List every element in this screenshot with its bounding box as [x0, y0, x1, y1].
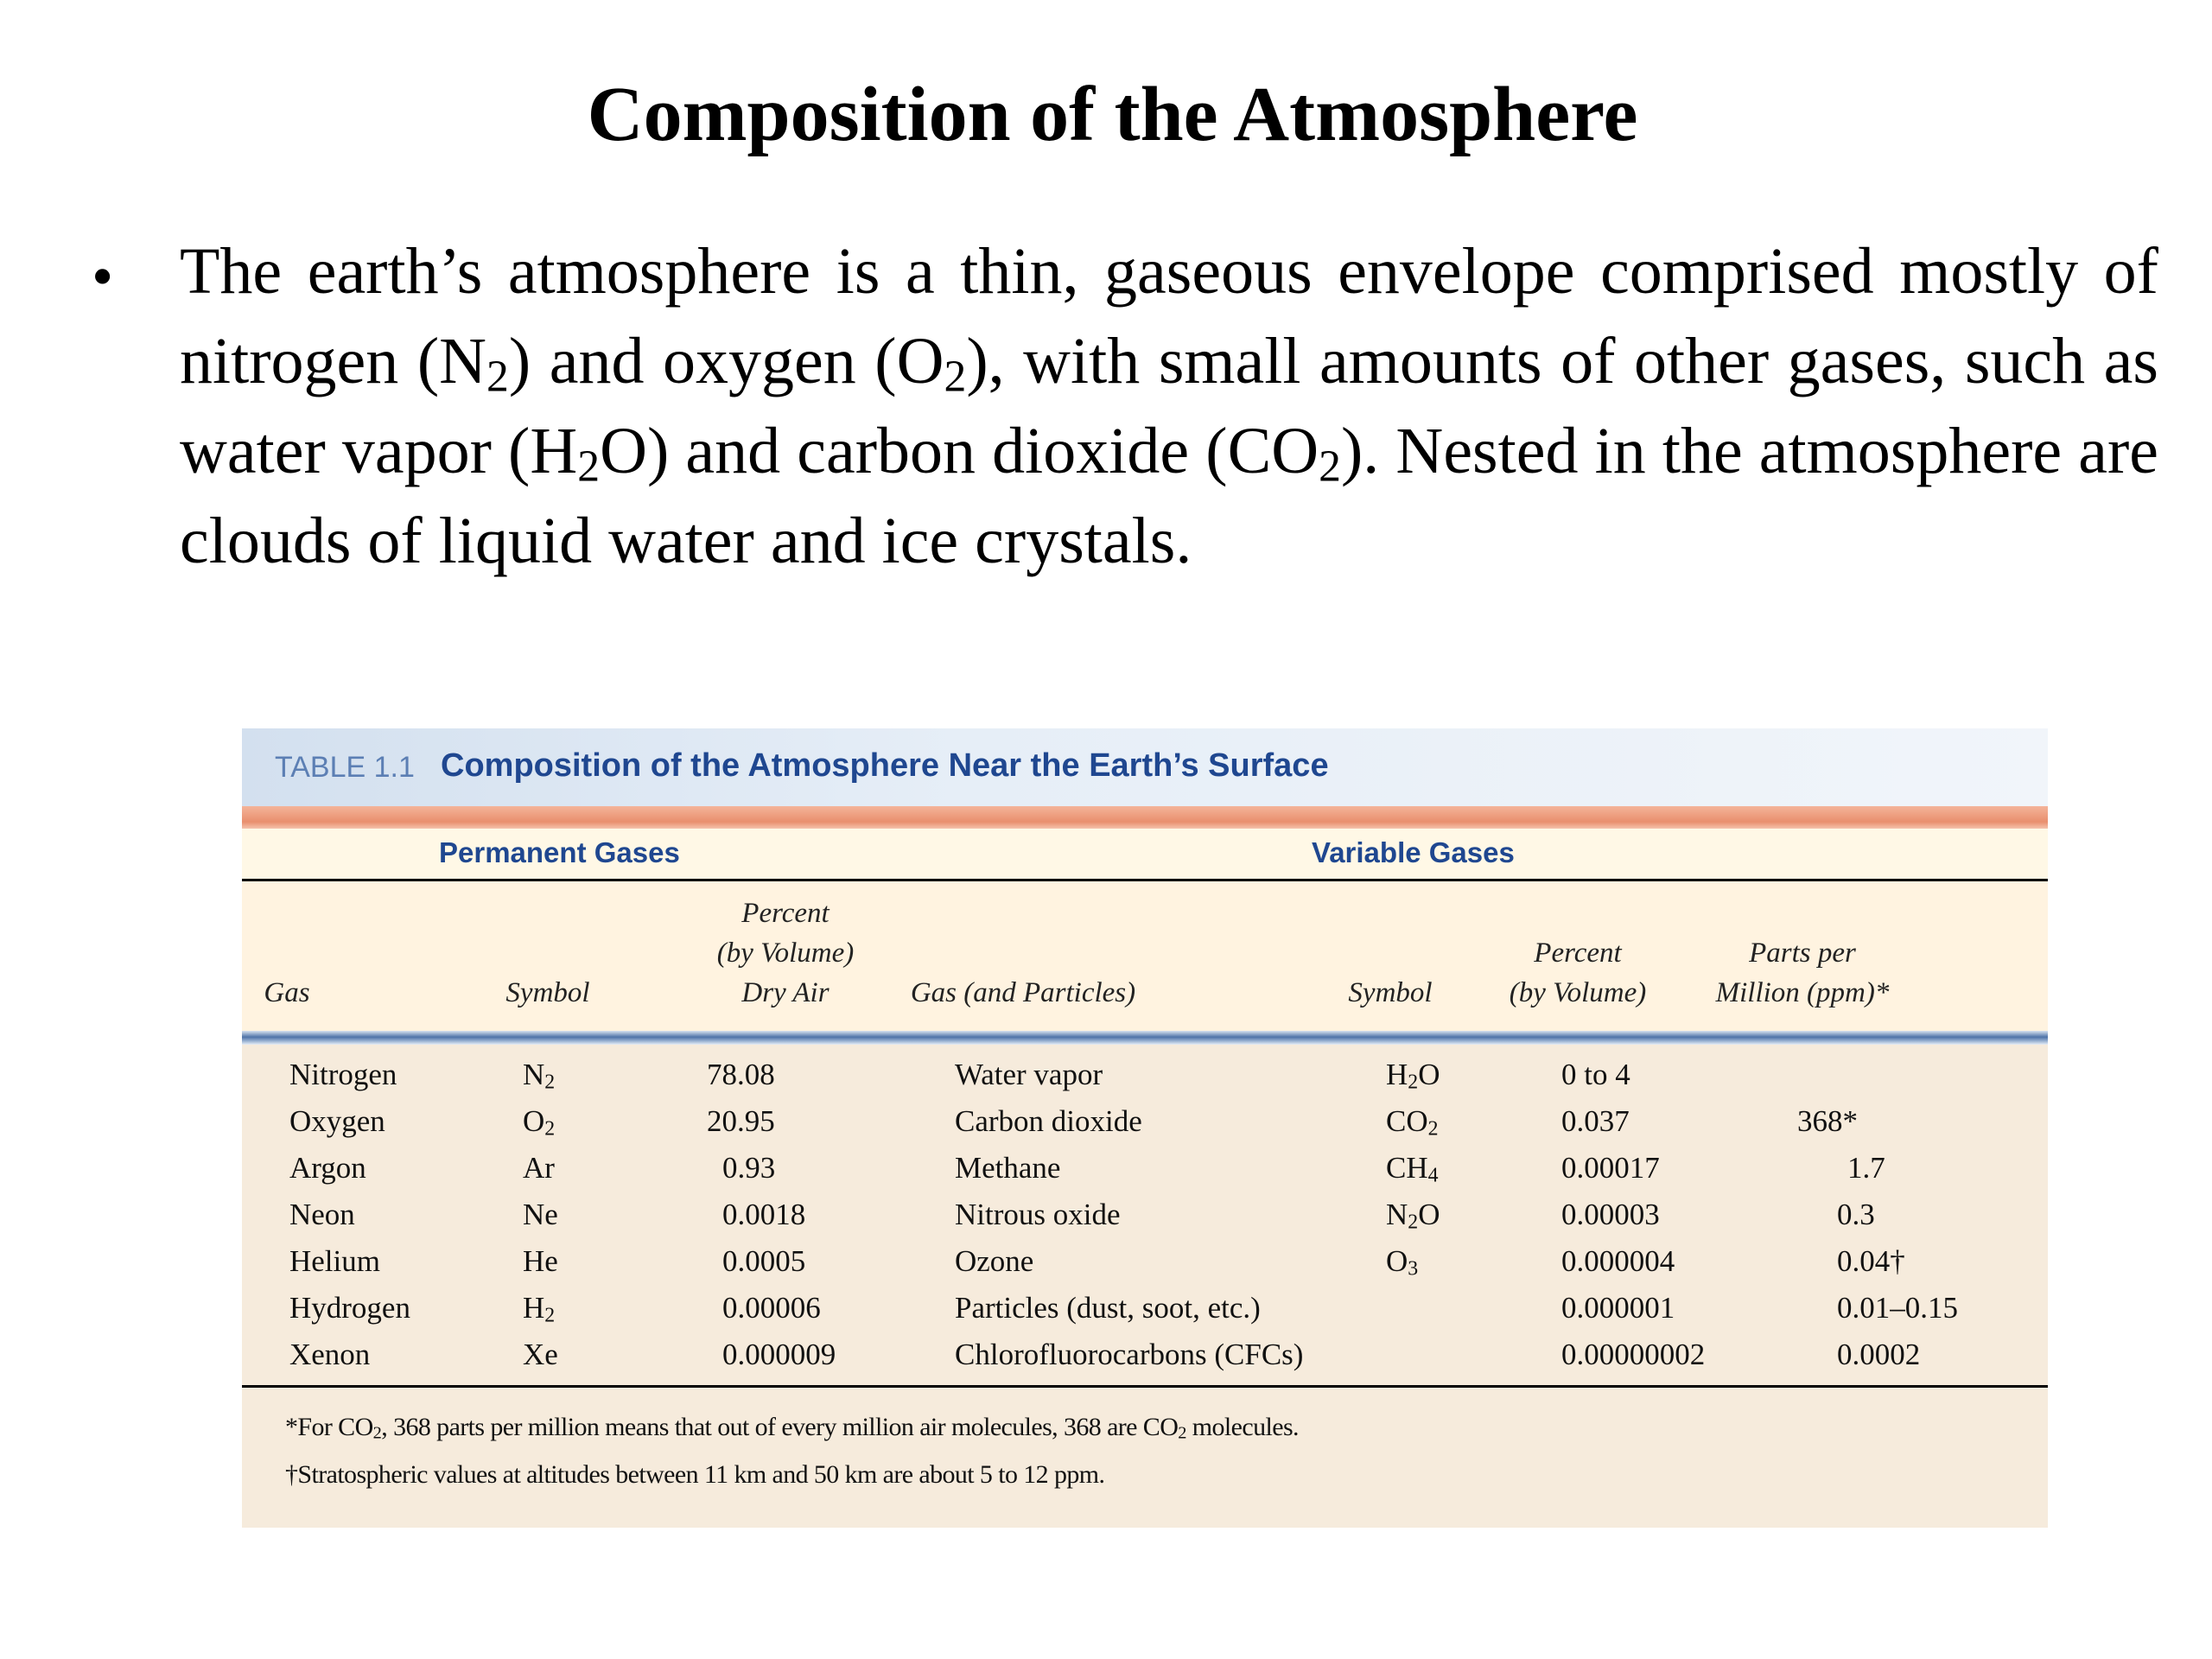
variable-gas-symbol	[1386, 1151, 1439, 1185]
table-caption: Composition of the Atmosphere Near the Earth’s Surface	[441, 747, 1329, 784]
permanent-gas-name: Helium	[289, 1244, 380, 1278]
col-header-line: (by Volume)	[716, 938, 855, 969]
symbol-base: CH	[1386, 1151, 1428, 1185]
symbol-base: N	[1386, 1198, 1408, 1231]
variable-gas-ppm: 368*	[1797, 1104, 1858, 1138]
permanent-gas-symbol	[523, 1104, 555, 1139]
symbol-base: O	[1386, 1244, 1408, 1278]
symbol-base: He	[523, 1244, 558, 1278]
col-header-symbol: Symbol	[505, 977, 590, 1008]
col-header-line: Dry Air	[741, 977, 830, 1008]
symbol-base: Ne	[523, 1198, 558, 1231]
permanent-gas-name: Oxygen	[289, 1104, 385, 1138]
symbol-base: H	[1386, 1058, 1408, 1091]
subscript: 2	[544, 1071, 556, 1094]
col-header-percent	[1448, 933, 1707, 1013]
paragraph-text-3: ), with small amounts of other gases, such as water vapor (H	[180, 325, 2158, 487]
paragraph-text-4: O) and carbon dioxide (CO	[600, 415, 1319, 487]
variable-gas-percent: 0.037	[1561, 1104, 1630, 1138]
footnote-stratospheric: †Stratospheric values at altitudes between 11 km and 50 km are about 5 to 12 ppm.	[285, 1460, 1105, 1489]
col-header-line: Percent	[741, 898, 830, 929]
variable-gas-percent: 0.00017	[1561, 1151, 1660, 1185]
col-header-line: Percent	[1534, 938, 1622, 969]
permanent-gas-percent: 0.00006	[722, 1291, 821, 1325]
permanent-gas-symbol	[523, 1291, 555, 1325]
table-number: TABLE 1.1	[275, 751, 415, 784]
variable-gas-percent: 0.00000002	[1561, 1338, 1706, 1371]
permanent-gas-name: Argon	[289, 1151, 366, 1185]
subscript: 2	[1178, 1423, 1186, 1443]
permanent-gas-percent: 78.08	[707, 1058, 775, 1091]
symbol-base: Xe	[523, 1338, 558, 1371]
variable-gas-ppm: 0.3	[1837, 1198, 1875, 1231]
bullet-paragraph	[180, 226, 2158, 586]
table-body	[242, 1045, 2048, 1528]
subscript: 2	[1319, 442, 1341, 492]
paragraph-text-1: The earth’s atmosphere is a thin, gaseous envelope comprised mostly of nitrogen (N	[180, 235, 2158, 397]
variable-gas-symbol	[1386, 1058, 1440, 1092]
variable-gas-name: Chlorofluorocarbons (CFCs)	[955, 1338, 1304, 1371]
variable-gas-percent: 0.000001	[1561, 1291, 1675, 1325]
variable-gas-name: Methane	[955, 1151, 1061, 1185]
permanent-gas-percent: 0.0005	[722, 1244, 806, 1278]
permanent-gas-percent: 0.93	[722, 1151, 776, 1185]
symbol-base: N	[523, 1058, 545, 1091]
paragraph-text-2: ) and oxygen (O	[508, 325, 944, 397]
subscript: 2	[1427, 1117, 1439, 1141]
variable-gas-name: Nitrous oxide	[955, 1198, 1121, 1231]
variable-gas-name: Ozone	[955, 1244, 1034, 1278]
footnote-divider	[242, 1385, 2048, 1388]
permanent-gas-name: Neon	[289, 1198, 355, 1231]
variable-gas-percent: 0.000004	[1561, 1244, 1675, 1278]
footnote-text: *For CO	[285, 1413, 373, 1441]
variable-gas-ppm: 0.01–0.15	[1837, 1291, 1958, 1325]
group-permanent-gases: Permanent Gases	[439, 836, 680, 868]
subscript: 2	[577, 442, 601, 492]
permanent-gas-symbol	[523, 1244, 558, 1279]
subscript: 2	[486, 352, 509, 402]
variable-gas-ppm: 0.0002	[1837, 1338, 1921, 1371]
variable-gas-name: Water vapor	[955, 1058, 1103, 1091]
symbol-base: CO	[1386, 1104, 1428, 1138]
variable-gas-name: Particles (dust, soot, etc.)	[955, 1291, 1261, 1325]
subscript: 3	[1408, 1257, 1419, 1281]
variable-gas-percent: 0 to 4	[1561, 1058, 1630, 1091]
column-header-band	[242, 881, 2048, 1031]
permanent-gas-name: Nitrogen	[289, 1058, 397, 1091]
subscript: 2	[544, 1304, 556, 1327]
symbol-base: H	[523, 1291, 545, 1325]
variable-gas-name: Carbon dioxide	[955, 1104, 1142, 1138]
caption-divider	[242, 806, 2048, 829]
variable-gas-ppm: 0.04†	[1837, 1244, 1905, 1278]
col-header-ppm	[1673, 933, 1932, 1013]
variable-gas-symbol	[1386, 1244, 1418, 1279]
composition-table	[242, 728, 2048, 1528]
permanent-gas-percent: 0.0018	[722, 1198, 806, 1231]
symbol-tail: O	[1418, 1198, 1440, 1231]
col-header-line: Million (ppm)*	[1715, 977, 1890, 1008]
variable-gas-percent: 0.00003	[1561, 1198, 1660, 1231]
col-header-line: (by Volume)	[1509, 977, 1647, 1008]
permanent-gas-symbol	[523, 1338, 558, 1372]
subscript: 2	[1408, 1071, 1419, 1094]
footnote-text: , 368 parts per million means that out of every million air molecules, 368 are CO	[381, 1413, 1179, 1441]
subscript: 2	[944, 352, 967, 402]
symbol-tail: O	[1418, 1058, 1440, 1091]
col-header-line: Parts per	[1749, 938, 1856, 969]
header-divider	[242, 1031, 2048, 1045]
permanent-gas-symbol	[523, 1151, 555, 1185]
subscript: 2	[1408, 1211, 1419, 1234]
group-variable-gases: Variable Gases	[1312, 836, 1515, 868]
col-header-symbol-variable: Symbol	[1348, 977, 1433, 1008]
variable-gas-symbol	[1386, 1198, 1440, 1232]
permanent-gas-name: Hydrogen	[289, 1291, 410, 1325]
footnote-co2	[285, 1413, 1299, 1442]
symbol-base: Ar	[523, 1151, 555, 1185]
permanent-gas-percent: 20.95	[707, 1104, 775, 1138]
slide-title: Composition of the Atmosphere	[587, 72, 1638, 157]
footnote-text: molecules.	[1185, 1413, 1299, 1441]
subscript: 2	[544, 1117, 556, 1141]
table-caption-bar	[242, 728, 2048, 806]
col-header-gas: Gas	[264, 977, 310, 1008]
bullet-point: •	[92, 242, 114, 311]
variable-gas-symbol	[1386, 1104, 1439, 1139]
permanent-gas-name: Xenon	[289, 1338, 371, 1371]
permanent-gas-percent: 0.000009	[722, 1338, 836, 1371]
col-header-gas-particles: Gas (and Particles)	[910, 977, 1136, 1008]
paragraph-text-5: ). Nested in the atmosphere are clouds of liquid water and ice crystals.	[180, 415, 2159, 577]
symbol-base: O	[523, 1104, 545, 1138]
subscript: 4	[1427, 1164, 1439, 1187]
permanent-gas-symbol	[523, 1198, 558, 1232]
variable-gas-ppm: 1.7	[1847, 1151, 1885, 1185]
subscript: 2	[372, 1423, 382, 1443]
permanent-gas-symbol	[523, 1058, 555, 1092]
